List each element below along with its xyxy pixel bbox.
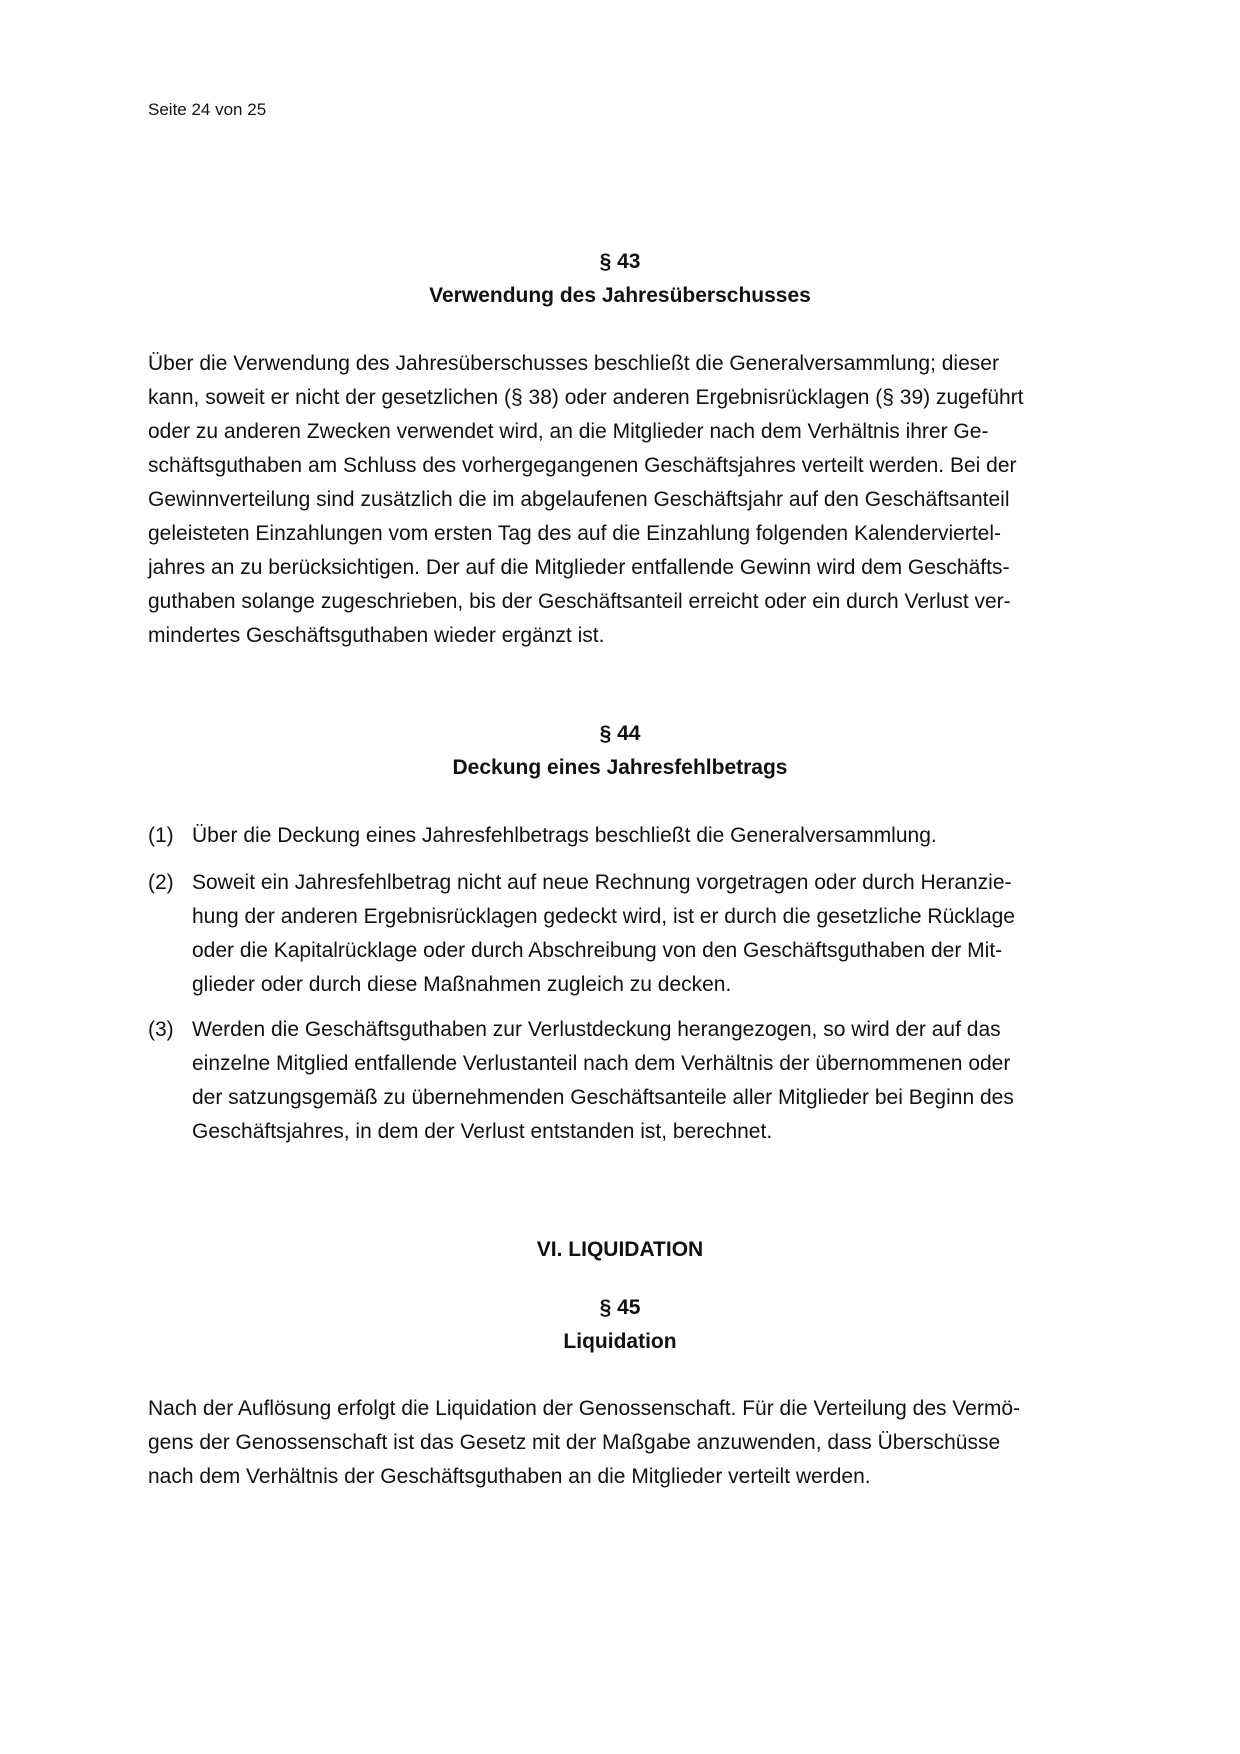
section-43-title: Verwendung des Jahresüberschusses	[429, 284, 811, 307]
section-44-title: Deckung eines Jahresfehlbetrags	[452, 756, 788, 779]
text-line: kann, soweit er nicht der gesetzlichen (§ 38) oder anderen Ergebnisrücklagen (§ 39) zugeführt	[148, 386, 1024, 409]
chapter-heading: VI. LIQUIDATION	[536, 1238, 704, 1261]
item-number: (3)	[148, 1018, 174, 1041]
section-45-paragraph	[148, 1392, 1108, 1494]
text-line: Geschäftsjahres, in dem der Verlust entstanden ist, berechnet.	[192, 1120, 773, 1143]
text-line: geleisteten Einzahlungen vom ersten Tag des auf die Einzahlung folgenden Kalenderviertel-	[148, 522, 1002, 545]
text-line: Werden die Geschäftsguthaben zur Verlustdeckung herangezogen, so wird der auf das	[192, 1018, 1001, 1041]
text-line: Gewinnverteilung sind zusätzlich die im abgelaufenen Geschäftsjahr auf den Geschäftsanteil	[148, 488, 1010, 511]
text-line: glieder oder durch diese Maßnahmen zugleich zu decken.	[192, 973, 732, 996]
text-line: Über die Verwendung des Jahresüberschusses beschließt die Generalversammlung; dieser	[148, 352, 999, 375]
text-line: einzelne Mitglied entfallende Verlustanteil nach dem Verhältnis der übernommenen oder	[192, 1052, 1011, 1075]
text-line: Nach der Auflösung erfolgt die Liquidation der Genossenschaft. Für die Verteilung des Vermö-	[148, 1397, 1021, 1420]
text-line: der satzungsgemäß zu übernehmenden Geschäftsanteile aller Mitglieder bei Beginn des	[192, 1086, 1014, 1109]
section-45-title: Liquidation	[563, 1330, 677, 1353]
text-line: hung der anderen Ergebnisrücklagen gedeckt wird, ist er durch die gesetzliche Rücklage	[192, 905, 1015, 928]
section-43-paragraph	[148, 347, 1108, 653]
text-line: schäftsguthaben am Schluss des vorhergegangenen Geschäftsjahres verteilt werden. Bei der	[148, 454, 1017, 477]
text-line: oder die Kapitalrücklage oder durch Abschreibung von den Geschäftsguthaben der Mit-	[192, 939, 1003, 962]
text-line: guthaben solange zugeschrieben, bis der Geschäftsanteil erreicht oder ein durch Verlust ver-	[148, 590, 1011, 613]
text-line: nach dem Verhältnis der Geschäftsguthaben an die Mitglieder verteilt werden.	[148, 1465, 871, 1488]
page-number-label: Seite 24 von 25	[148, 100, 267, 119]
text-line: oder zu anderen Zwecken verwendet wird, an die Mitglieder nach dem Verhältnis ihrer Ge-	[148, 420, 989, 443]
text-line: gens der Genossenschaft ist das Gesetz mit der Maßgabe anzuwenden, dass Überschüsse	[148, 1431, 1001, 1454]
section-43-number: § 43	[599, 250, 641, 273]
text-line: mindertes Geschäftsguthaben wieder ergänzt ist.	[148, 624, 605, 647]
section-45-number: § 45	[599, 1296, 641, 1319]
section-44-number: § 44	[599, 722, 641, 745]
text-line: Soweit ein Jahresfehlbetrag nicht auf neue Rechnung vorgetragen oder durch Heranzie-	[192, 871, 1012, 894]
text-line: Über die Deckung eines Jahresfehlbetrags beschließt die Generalversammlung.	[192, 824, 937, 847]
item-number: (2)	[148, 871, 174, 894]
text-line: jahres an zu berücksichtigen. Der auf die Mitglieder entfallende Gewinn wird dem Geschäfts-	[148, 556, 1010, 579]
item-number: (1)	[148, 824, 174, 847]
